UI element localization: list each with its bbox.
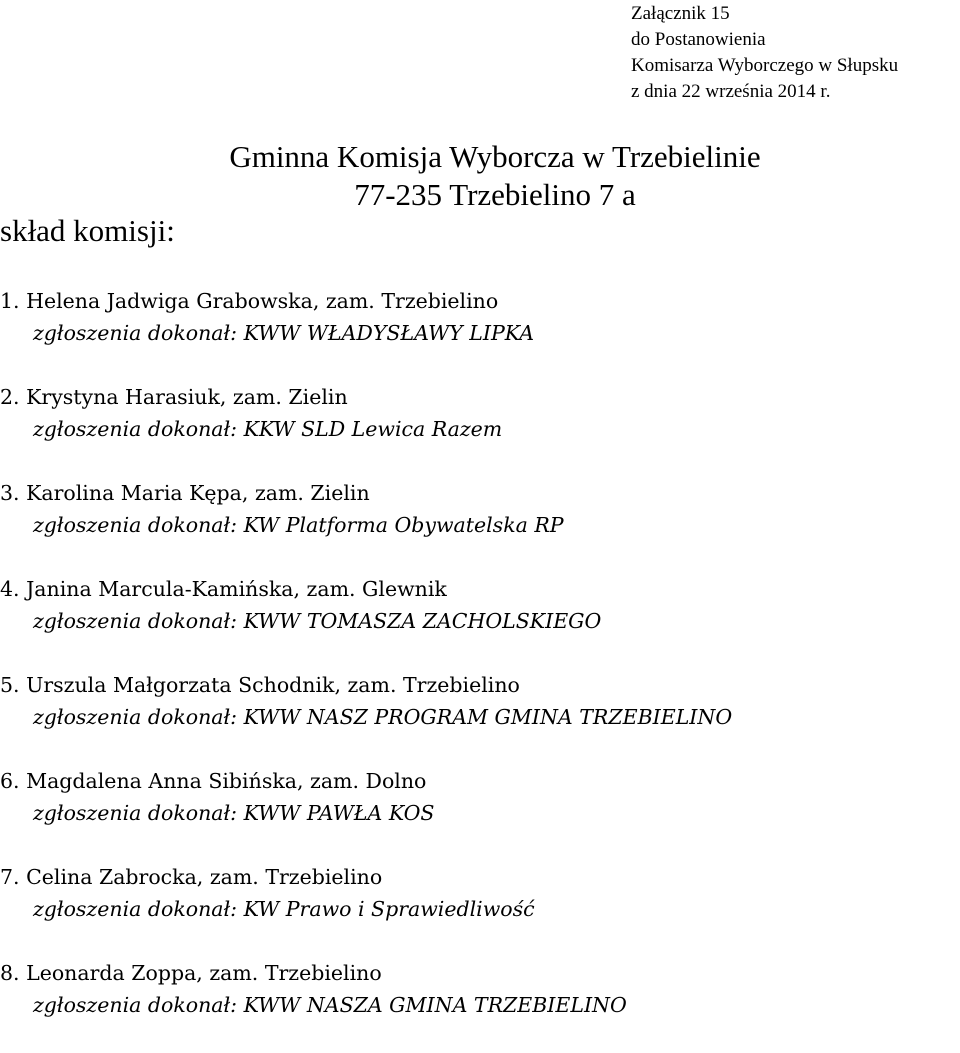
member-submitted-by: zgłoszenia dokonał: KKW SLD Lewica Razem	[33, 417, 503, 441]
document-title	[0, 138, 960, 214]
member-submitted-by: zgłoszenia dokonał: KW Platforma Obywatelska RP	[33, 513, 564, 537]
members-list	[0, 285, 732, 1053]
annex-line: Załącznik 15	[631, 3, 730, 24]
member-line: 5. Urszula Małgorzata Schodnik, zam. Trzebielino	[0, 673, 520, 697]
annex-line: do Postanowienia	[631, 29, 766, 50]
list-item	[0, 573, 732, 669]
member-line: 2. Krystyna Harasiuk, zam. Zielin	[0, 385, 348, 409]
list-item	[0, 861, 732, 957]
annex-line: z dnia 22 września 2014 r.	[631, 81, 831, 102]
annex-header	[631, 1, 898, 105]
member-submitted-by: zgłoszenia dokonał: KWW TOMASZA ZACHOLSKIEGO	[33, 609, 602, 633]
member-submitted-by: zgłoszenia dokonał: KW Prawo i Sprawiedliwość	[33, 897, 535, 921]
member-line: 6. Magdalena Anna Sibińska, zam. Dolno	[0, 769, 427, 793]
member-line: 1. Helena Jadwiga Grabowska, zam. Trzebielino	[0, 289, 499, 313]
commission-name: Gminna Komisja Wyborcza w Trzebielinie	[229, 139, 761, 174]
list-item	[0, 765, 732, 861]
member-line: 3. Karolina Maria Kępa, zam. Zielin	[0, 481, 370, 505]
member-line: 4. Janina Marcula-Kamińska, zam. Glewnik	[0, 577, 447, 601]
list-item	[0, 477, 732, 573]
list-item	[0, 285, 732, 381]
member-submitted-by: zgłoszenia dokonał: KWW WŁADYSŁAWY LIPKA	[33, 321, 535, 345]
commission-address: 77-235 Trzebielino 7 a	[354, 177, 636, 212]
member-submitted-by: zgłoszenia dokonał: KWW PAWŁA KOS	[33, 801, 435, 825]
member-line: 7. Celina Zabrocka, zam. Trzebielino	[0, 865, 383, 889]
list-item	[0, 669, 732, 765]
list-item	[0, 381, 732, 477]
annex-line: Komisarza Wyborczego w Słupsku	[631, 55, 899, 76]
member-submitted-by: zgłoszenia dokonał: KWW NASZA GMINA TRZEBIELINO	[33, 993, 627, 1017]
composition-label: skład komisji:	[0, 213, 175, 248]
member-submitted-by: zgłoszenia dokonał: KWW NASZ PROGRAM GMINA TRZEBIELINO	[33, 705, 733, 729]
member-line: 8. Leonarda Zoppa, zam. Trzebielino	[0, 961, 382, 985]
list-item	[0, 957, 732, 1053]
